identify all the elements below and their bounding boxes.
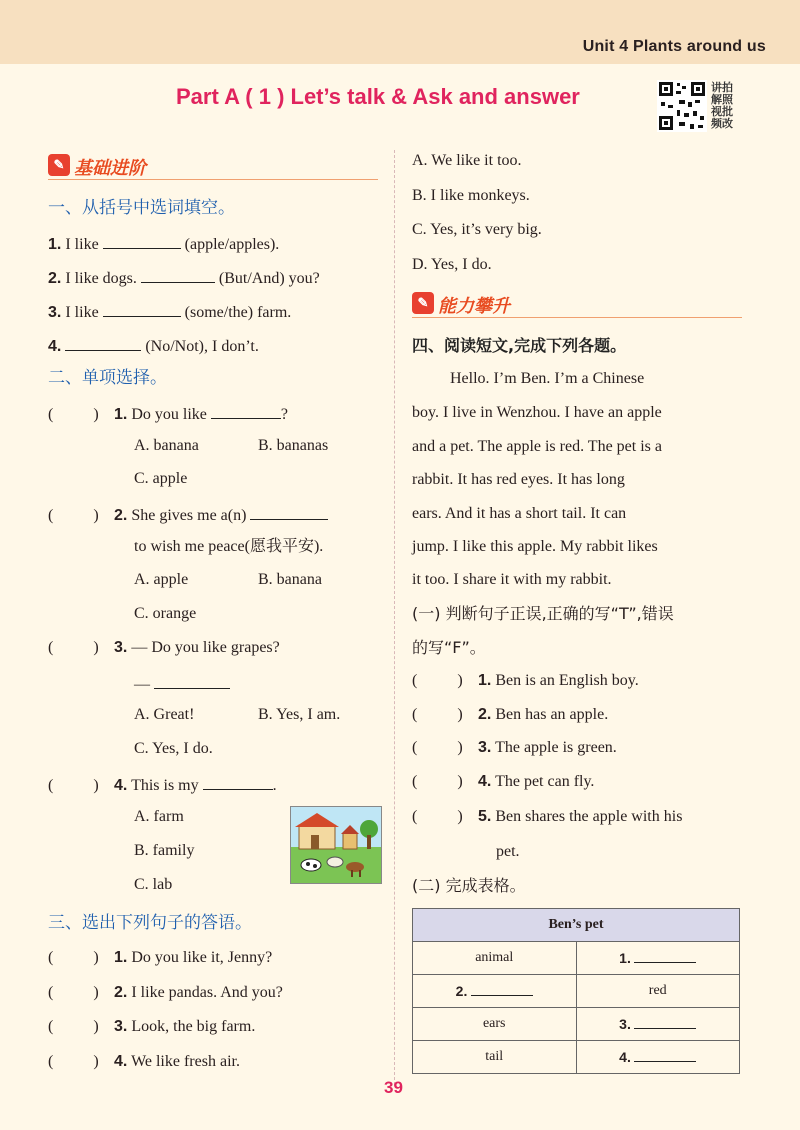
answer-bracket[interactable]: ( )	[412, 773, 463, 790]
tf-item-4: ( ) 4. The pet can fly.	[412, 773, 595, 790]
option-a[interactable]: A. apple	[134, 571, 189, 588]
choice-question-1: ( ) 1. Do you like ?	[48, 402, 288, 425]
passage-line-6: jump. I like this apple. My rabbit likes	[412, 538, 658, 555]
answer-option-a: A. We like it too.	[412, 152, 522, 169]
farm-illustration	[290, 806, 382, 884]
table-blank-1[interactable]: 1.	[576, 942, 740, 975]
section-heading-3: 三、选出下列句子的答语。	[48, 913, 252, 933]
unit-label: Unit 4 Plants around us	[582, 38, 766, 55]
option-b[interactable]: B. family	[134, 842, 195, 859]
passage-line-4: rabbit. It has red eyes. It has long	[412, 471, 625, 488]
option-c[interactable]: C. apple	[134, 470, 188, 487]
banner-label: 能力攀升	[438, 296, 510, 317]
section-heading-1: 一、从括号中选词填空。	[48, 198, 235, 218]
option-b[interactable]: B. Yes, I am.	[258, 706, 341, 723]
tf-item-5-cont: pet.	[496, 843, 520, 860]
option-c[interactable]: C. lab	[134, 876, 173, 893]
passage-line-5: ears. And it has a short tail. It can	[412, 505, 627, 522]
fill-item-3: 3. I like (some/the) farm.	[48, 300, 291, 323]
option-a[interactable]: A. farm	[134, 808, 184, 825]
match-item-4: ( ) 4. We like fresh air.	[48, 1053, 240, 1070]
tf-instruction-cont: 的写“F”。	[412, 638, 486, 657]
answer-bracket[interactable]: ( )	[412, 808, 463, 825]
answer-bracket[interactable]: ( )	[48, 984, 99, 1001]
answer-bracket[interactable]: ( )	[48, 949, 99, 966]
option-c[interactable]: C. orange	[134, 605, 197, 622]
answer-option-b: B. I like monkeys.	[412, 187, 530, 204]
table-row: 2. red	[413, 975, 740, 1008]
table-blank-2[interactable]: 2.	[413, 975, 577, 1008]
passage-line-2: boy. I live in Wenzhou. I have an apple	[412, 404, 662, 421]
fill-item-1: 1. I like (apple/apples).	[48, 232, 279, 255]
choice-question-3: ( ) 3. — Do you like grapes?	[48, 639, 280, 656]
answer-blank[interactable]	[103, 300, 181, 317]
pet-table	[412, 908, 740, 1074]
option-c[interactable]: C. Yes, I do.	[134, 740, 213, 757]
column-divider	[394, 150, 395, 1085]
answer-bracket[interactable]: ( )	[48, 777, 99, 794]
answer-bracket[interactable]: ( )	[412, 739, 463, 756]
option-b[interactable]: B. bananas	[258, 437, 329, 454]
option-a[interactable]: A. banana	[134, 437, 199, 454]
question-3-reply: —	[134, 672, 230, 695]
choice-question-2: ( ) 2. She gives me a(n)	[48, 503, 328, 526]
answer-blank[interactable]	[141, 266, 215, 283]
table-instruction: (二) 完成表格。	[412, 876, 526, 895]
fill-item-4: 4. (No/Not), I don’t.	[48, 334, 259, 357]
answer-bracket[interactable]: ( )	[48, 507, 99, 524]
answer-bracket[interactable]: ( )	[48, 406, 99, 423]
passage-line-1: Hello. I’m Ben. I’m a Chinese	[450, 370, 645, 387]
page-title: Part A ( 1 ) Let’s talk & Ask and answer	[176, 84, 580, 109]
answer-blank[interactable]	[103, 232, 181, 249]
answer-option-d: D. Yes, I do.	[412, 256, 492, 273]
answer-blank[interactable]	[65, 334, 141, 351]
passage-line-7: it too. I share it with my rabbit.	[412, 571, 612, 588]
tf-item-2: ( ) 2. Ben has an apple.	[412, 706, 609, 723]
answer-bracket[interactable]: ( )	[48, 1053, 99, 1070]
section-banner-advanced	[412, 290, 742, 318]
page-number: 39	[384, 1078, 403, 1097]
tf-item-1: ( ) 1. Ben is an English boy.	[412, 672, 639, 689]
section-heading-4: 四、阅读短文,完成下列各题。	[412, 336, 627, 355]
table-row: animal 1.	[413, 942, 740, 975]
answer-bracket[interactable]: ( )	[412, 706, 463, 723]
qr-code-icon[interactable]	[657, 80, 707, 132]
fill-item-2: 2. I like dogs. (But/And) you?	[48, 266, 320, 289]
table-title: Ben’s pet	[413, 909, 740, 942]
answer-bracket[interactable]: ( )	[412, 672, 463, 689]
match-item-2: ( ) 2. I like pandas. And you?	[48, 984, 283, 1001]
table-row: ears 3.	[413, 1008, 740, 1041]
qr-caption: 讲拍解照视批频改	[711, 81, 733, 130]
question-2-continuation: to wish me peace(愿我平安).	[134, 538, 324, 555]
answer-bracket[interactable]: ( )	[48, 639, 99, 656]
answer-bracket[interactable]: ( )	[48, 1018, 99, 1035]
tf-item-3: ( ) 3. The apple is green.	[412, 739, 617, 756]
choice-question-4: ( ) 4. This is my .	[48, 773, 277, 796]
match-item-1: ( ) 1. Do you like it, Jenny?	[48, 949, 273, 966]
match-item-3: ( ) 3. Look, the big farm.	[48, 1018, 256, 1035]
tf-item-5: ( ) 5. Ben shares the apple with his	[412, 808, 683, 825]
pencil-icon: ✎	[412, 292, 434, 314]
section-banner-basic	[48, 152, 378, 180]
answer-option-c: C. Yes, it’s very big.	[412, 221, 542, 238]
banner-label: 基础进阶	[74, 158, 146, 179]
tf-instruction: (一) 判断句子正误,正确的写“T”,错误	[412, 604, 674, 623]
table-blank-4[interactable]: 4.	[576, 1041, 740, 1074]
option-a[interactable]: A. Great!	[134, 706, 195, 723]
table-row: tail 4.	[413, 1041, 740, 1074]
passage-line-3: and a pet. The apple is red. The pet is a	[412, 438, 662, 455]
section-heading-2: 二、单项选择。	[48, 368, 167, 388]
table-blank-3[interactable]: 3.	[576, 1008, 740, 1041]
option-b[interactable]: B. banana	[258, 571, 322, 588]
pencil-icon: ✎	[48, 154, 70, 176]
